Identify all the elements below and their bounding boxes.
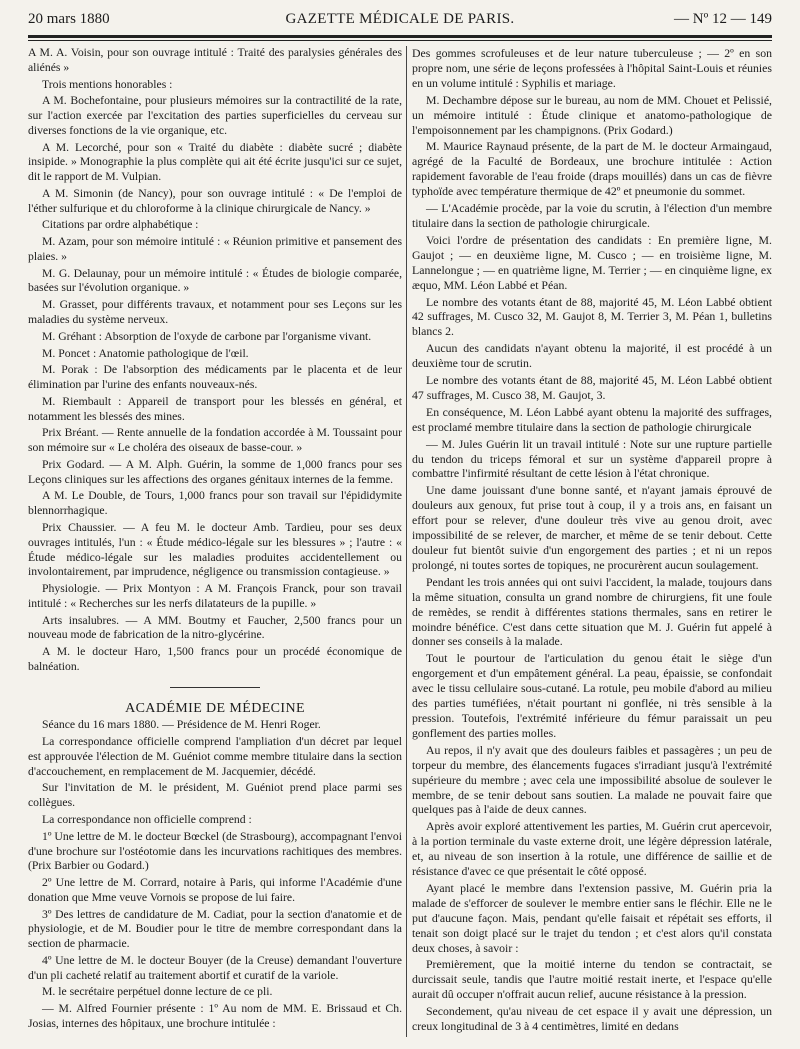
paragraph: Citations par ordre alphabétique : (42, 218, 199, 232)
paragraph: Sur l'invitation de M. le président, M. Guéniot prend place parmi ses collègues. (28, 781, 402, 810)
paragraph: Trois mentions honorables : (42, 77, 173, 91)
session-line: Séance du 16 mars 1880. — Présidence de M. Henri Roger. (42, 718, 321, 732)
paragraph: Prix Chaussier. — A feu M. le docteur Amb. Tardieu, pour ses deux ouvrages intitulés, l'un : « Étude médico-légale sur les blessures » ; l'autre : « Étude médico-légale sur les maladies produites accidentellement ou involontairement, par imprudence, négligence ou transmission contagieuse. » (28, 520, 402, 579)
paragraph: — L'Académie procède, par la voie du scrutin, à l'élection d'un membre titulaire dans la section de pathologie chirurgicale. (412, 201, 772, 230)
paragraph: M. Porak : De l'absorption des médicaments par le placenta et de leur élimination par l'urine des enfants nouveaux-nés. (28, 363, 402, 392)
header-rule-thin (28, 40, 772, 41)
paragraph: M. le secrétaire perpétuel donne lecture de ce pli. (42, 985, 273, 999)
header-date: 20 mars 1880 (28, 11, 110, 27)
paragraph: Prix Godard. — A M. Alph. Guérin, la somme de 1,000 francs pour ses Leçons cliniques sur les affections des organes génitaux internes de la femme. (28, 457, 402, 486)
header-title: GAZETTE MÉDICALE DE PARIS. (285, 11, 515, 27)
paragraph: — M. Alfred Fournier présente : 1º Au nom de MM. E. Brissaud et Ch. Josias, internes des hôpitaux, une brochure intitulée : (28, 1002, 402, 1030)
paragraph: M. Grasset, pour différents travaux, et notamment pour ses Leçons sur les maladies du système nerveux. (28, 298, 402, 327)
paragraph: Une dame jouissant d'une bonne santé, et n'ayant jamais éprouvé de douleurs aux genoux, fut prise tout à coup, il y a trois ans, en faisant un effort pour se relever, d'une douleur très vive au genou droit, avec impossibilité de se relever, de marcher, et même de se tenir debout. Cette douleur fut bientôt suivie d'un engorgement des parties ; et ni un repos prolongé, ni toutes sortes de topiques, ne procurèrent aucun soulagement. (412, 483, 772, 572)
paragraph: 3º Des lettres de candidature de M. Cadiat, pour la section d'anatomie et de physiologie, et de M. Boudier pour le titre de membre correspondant dans la section de pharmacie. (28, 907, 402, 951)
paragraph: Pendant les trois années qui ont suivi l'accident, la malade, toujours dans la même situation, consulta un grand nombre de chirurgiens, fit une foule de remèdes, se rendit à différentes stations thermales, sans en retirer le moindre bénéfice. C'est dans cette situation que M. J. Guérin fut appelé à donner ses conseils à la malade. (412, 574, 772, 649)
paragraph: A M. le docteur Haro, 1,500 francs pour un procédé économique de balnéation. (28, 645, 402, 673)
paragraph: M. Poncet : Anatomie pathologique de l'œil. (42, 346, 249, 360)
paragraph: Le nombre des votants étant de 88, majorité 45, M. Léon Labbé obtient 42 suffrages, M. Cusco 32, M. Gaujot 8, M. Terrier 3, M. Péan 1, bulletins blancs 2. (412, 294, 772, 339)
right-column (412, 46, 772, 1036)
section-separator (170, 687, 260, 688)
paragraph: Au repos, il n'y avait que des douleurs faibles et passagères ; un peu de torpeur du membre, des élancements fugaces s'irradiant jusqu'à l'extrémité supérieure du membre ; avec cela une impossibilité absolue de soulever le membre, de se tenir debout sans soutien. La malade ne pouvait faire que quelques pas à l'aide de deux cannes. (412, 742, 772, 817)
page-header (28, 11, 772, 33)
header-number: — Nº 12 — 149 (674, 11, 772, 27)
paragraph: Le nombre des votants étant de 88, majorité 45, M. Léon Labbé obtient 47 suffrages, M. Cusco 38, M. Gaujot, 3. (412, 373, 772, 402)
paragraph: — M. Jules Guérin lit un travail intitulé : Note sur une rupture partielle du tendon du triceps fémoral et sur un système d'appareil propre à combattre l'infirmité résultant de cette lésion à l'état chronique. (412, 436, 772, 481)
paragraph: La correspondance non officielle comprend : (42, 812, 252, 826)
paragraph: 2º Une lettre de M. Corrard, notaire à Paris, qui informe l'Académie d'une donation que Mme veuve Vornois se propose de lui faire. (28, 876, 402, 904)
paragraph: M. Dechambre dépose sur le bureau, au nom de MM. Chouet et Pelissié, un mémoire intitulé : Étude clinique et anatomo-pathologique de l'empoisonnement par les champignons. (Prix Godard.) (412, 92, 772, 137)
paragraph: M. Gréhant : Absorption de l'oxyde de carbone par l'organisme vivant. (42, 329, 372, 343)
paragraph: Voici l'ordre de présentation des candidats : En première ligne, M. Gaujot ; — en deuxième ligne, M. Cusco ; — en troisième ligne, M. Lannelongue ; — en quatrième ligne, M. Terrier ; — en cinquième ligne, ex æquo, MM. Léon Labbé et Péan. (412, 232, 772, 292)
paragraph: Ayant placé le membre dans l'extension passive, M. Guérin pria la malade de s'efforcer de soulever le membre entier sans le fléchir. Elle ne le put d'aucune façon. Mais, pendant qu'elle faisait et répétait ses efforts, il tenait son doigt placé sur le trajet du tendon ; et c'est alors qu'il constata deux choses, à savoir : (412, 880, 772, 955)
paragraph: Prix Bréant. — Rente annuelle de la fondation accordée à M. Toussaint pour son mémoire sur « Le choléra des oiseaux de basse-cour. » (28, 426, 402, 455)
paragraph: Arts insalubres. — A MM. Boutmy et Faucher, 2,500 francs pour un nouveau mode de fabrication de la nitro-glycérine. (28, 613, 402, 642)
paragraph: Après avoir exploré attentivement les parties, M. Guérin crut apercevoir, à la portion terminale du vaste externe droit, une légère dépression latérale, et, au niveau de son insertion à la rotule, une différence de saillie et de résistance d'avec ce que présentait le côté opposé. (412, 819, 772, 879)
left-column (28, 46, 402, 1034)
paragraph: M. Azam, pour son mémoire intitulé : « Réunion primitive et pansement des plaies. » (28, 235, 402, 263)
column-divider (406, 46, 407, 1037)
paragraph: Premièrement, que la moitié interne du tendon se contractait, se durcissait seule, tandis que l'autre moitié restait inerte, et l'espace qu'elle aurait dû occuper n'offrait aucun relief, aucune résistance à la pression. (412, 957, 772, 1002)
paragraph: Secondement, qu'au niveau de cet espace il y avait une dépression, un creux longitudinal de 3 à 4 centimètres, limité en dedans (412, 1004, 772, 1034)
paragraph: Aucun des candidats n'ayant obtenu la majorité, il est procédé à un deuxième tour de scrutin. (412, 341, 772, 371)
paragraph: Des gommes scrofuleuses et de leur nature tuberculeuse ; — 2º en son propre nom, une série de leçons professées à l'hôpital Saint-Louis et réunies en un volume intitulé : Syphilis et mariage. (412, 46, 772, 90)
paragraph: A M. A. Voisin, pour son ouvrage intitulé : Traité des paralysies générales des aliénés » (28, 46, 402, 74)
paragraph: En conséquence, M. Léon Labbé ayant obtenu la majorité des suffrages, est proclamé membre titulaire dans la section de pathologie chirurgicale (412, 404, 772, 434)
paragraph: 1º Une lettre de M. le docteur Bœckel (de Strasbourg), accompagnant l'envoi d'une brochure sur l'ostéotomie dans les incurvations rachitiques des membres. (Prix Barbier ou Godard.) (28, 829, 402, 873)
paragraph: A M. Simonin (de Nancy), pour son ouvrage intitulé : « De l'emploi de l'éther sulfurique et du chloroforme à la clinique chirurgicale de Nancy. » (28, 186, 402, 215)
paragraph: 4º Une lettre de M. le docteur Bouyer (de la Creuse) demandant l'ouverture d'un pli cacheté relatif au traitement abortif et curatif de la variole. (28, 953, 402, 982)
paragraph: A M. Bochefontaine, pour plusieurs mémoires sur la contractilité de la rate, sur l'action exercée par l'excitation des parties superficielles du cerveau sur diverses fonctions de la vie organique, etc. (28, 94, 402, 137)
paragraph: A M. Lecorché, pour son « Traité du diabète : diabète sucré ; diabète insipide. » Monographie la plus complète qui ait été écrite jusqu'ici sur ce sujet, dit le rapport de M. Vulpian. (28, 140, 402, 184)
paragraph: M. Maurice Raynaud présente, de la part de M. le docteur Armaingaud, agrégé de la Faculté de Bordeaux, une brochure intitulée : Action rapidement favorable de l'eau froide (draps mouillés) dans un cas de fièvre typhoïde avec température thermique de 42º et pneumonie du sommet. (412, 139, 772, 199)
paragraph: Tout le pourtour de l'articulation du genou était le siège d'un engorgement et d'un empâtement général. La peau, épaissie, se confondait avec le tissu cellulaire sous-cutané. La rotule, peu mobile d'abord au milieu des parties tuméfiées, n'était pourtant ni gonflée, ni très sensible à la pression. Toutefois, l'extrémité inférieure du fémur paraissait un peu gonflement des parties molles. (412, 651, 772, 740)
paragraph: Physiologie. — Prix Montyon : A M. François Franck, pour son travail intitulé : « Recherches sur les nerfs dilatateurs de la pupille. » (28, 582, 402, 610)
paragraph: M. G. Delaunay, pour un mémoire intitulé : « Études de biologie comparée, basées sur l'évolution organique. » (28, 266, 402, 295)
paragraph: La correspondance officielle comprend l'ampliation d'un décret par lequel est approuvée l'élection de M. Guéniot comme membre titulaire dans la section d'accouchement, en remplacement de M. Jacquemier, décédé. (28, 735, 402, 778)
header-rule-thick (28, 35, 772, 38)
paragraph: M. Riembault : Appareil de transport pour les blessés en général, et notamment les blessés des mines. (28, 394, 402, 423)
paragraph: A M. Le Double, de Tours, 1,000 francs pour son travail sur l'épididymite blennorrhagique. (28, 489, 402, 518)
section-title: ACADÉMIE DE MÉDECINE (125, 700, 305, 716)
